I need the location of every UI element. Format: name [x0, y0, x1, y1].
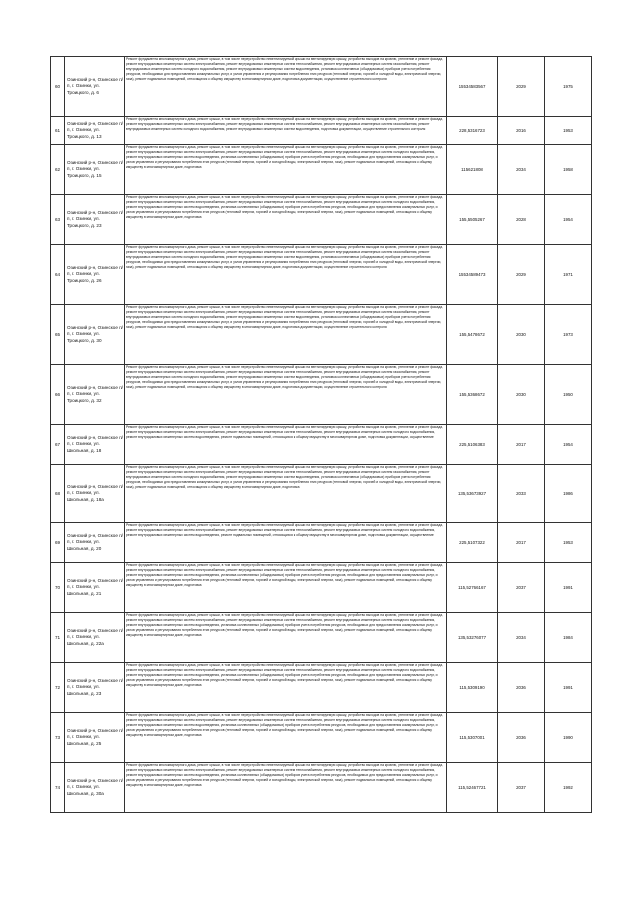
planned-year: 2034	[498, 613, 545, 663]
build-year: 1953	[545, 523, 592, 563]
row-number: 74	[51, 763, 65, 813]
row-number: 70	[51, 563, 65, 613]
table-row	[51, 763, 592, 813]
work-description: Ремонт фундамента многоквартирного дома, ремонт крыши, в том числе переустройство невентилируемой крыши на вентилируемую крышу, устройство выходов на кровлю, утепление и ремонт фасада, ремонт внутридомовых инженерных систем электроснабжения, ремонт внутридомовых инженерных систем теплоснабжения, ремонт внутридомовых инженерных систем холодного водоснабжения, ремонт внутридомовых инженерных систем водоотведения, установка коллективных (общедомовых) приборов учета потребления ресурсов, необходимых для предоставления коммунальных услуг, и узлов управления и регулирования потребления этих ресурсов (тепловой энергии, горячей и холодной воды, электрической энергии, газа), ремонт подвальных помещений, относящихся к общему имуществу в многоквартирном доме, подготовка	[125, 713, 447, 763]
cost-value: 115,52766167	[447, 563, 498, 613]
row-number: 73	[51, 713, 65, 763]
work-description: Ремонт фундамента многоквартирного дома, ремонт крыши, в том числе переустройство невентилируемой крыши на вентилируемую крышу, устройство выходов на кровлю, утепление и ремонт фасада, ремонт внутридомовых инженерных систем электроснабжения, ремонт внутридомовых инженерных систем теплоснабжения, ремонт внутридомовых инженерных систем холодного водоснабжения, ремонт внутридомовых инженерных систем водоотведения, ремонт подвальных помещений, относящихся к общему имуществу в многоквартирном доме, подготовка документации, осуществление	[125, 523, 447, 563]
house-address: Озинский р-н, Озинское п/п, г. Озинки, ул. Троицкого, д. 23	[65, 195, 125, 245]
cost-value: 225,5107322	[447, 523, 498, 563]
house-address: Озинский р-н, Озинское п/п, г. Озинки, ул. Школьная, д. 30а	[65, 763, 125, 813]
cost-value: 135,53673927	[447, 465, 498, 523]
row-number: 65	[51, 305, 65, 365]
build-year: 1986	[545, 465, 592, 523]
planned-year: 2016	[498, 117, 545, 145]
house-address: Озинский р-н, Озинское п/п, г. Озинки, ул. Троицкого, д. 30	[65, 305, 125, 365]
house-address: Озинский р-н, Озинское п/п, г. Озинки, ул. Троицкого, д. 6	[65, 57, 125, 117]
work-description: Ремонт фундамента многоквартирного дома, ремонт крыши, в том числе переустройство невентилируемой крыши на вентилируемую крышу, устройство выходов на кровлю, утепление и ремонт фасада, ремонт внутридомовых инженерных систем электроснабжения, ремонт внутридомовых инженерных систем теплоснабжения, ремонт внутридомовых инженерных систем холодного водоснабжения, ремонт внутридомовых инженерных систем водоотведения, установка коллективных (общедомовых) приборов учета потребления ресурсов, необходимых для предоставления коммунальных услуг, и узлов управления и регулирования потребления этих ресурсов (тепловой энергии, горячей и холодной воды, электрической энергии, газа), ремонт подвальных помещений, относящихся к общему имуществу в многоквартирном доме, подготовка	[125, 195, 447, 245]
cost-value: 115,5309190	[447, 663, 498, 713]
row-number: 68	[51, 465, 65, 523]
build-year: 1990	[545, 713, 592, 763]
work-description: Ремонт фундамента многоквартирного дома, ремонт крыши, в том числе переустройство невентилируемой крыши на вентилируемую крышу, устройство выходов на кровлю, утепление и ремонт фасада, ремонт внутридомовых инженерных систем электроснабжения, ремонт внутридомовых инженерных систем теплоснабжения, ремонт внутридомовых инженерных систем газоснабжения, ремонт внутридомовых инженерных систем холодного водоснабжения, ремонт внутридомовых инженерных систем водоотведения, подготовка документации, осуществление строительного контроля	[125, 117, 447, 145]
cost-value: 115621808	[447, 145, 498, 195]
cost-value: 225,5106383	[447, 425, 498, 465]
build-year: 1991	[545, 563, 592, 613]
work-description: Ремонт фундамента многоквартирного дома, ремонт крыши, в том числе переустройство невентилируемой крыши на вентилируемую крышу, устройство выходов на кровлю, утепление и ремонт фасада, ремонт внутридомовых инженерных систем электроснабжения, ремонт внутридомовых инженерных систем теплоснабжения, ремонт внутридомовых инженерных систем холодного водоснабжения, ремонт внутридомовых инженерных систем водоотведения, установка коллективных (общедомовых) приборов учета потребления ресурсов, необходимых для предоставления коммунальных услуг, и узлов управления и регулирования потребления этих ресурсов (тепловой энергии, горячей и холодной воды, электрической энергии, газа), ремонт подвальных помещений, относящихся к общему имуществу в многоквартирном доме, подготовка	[125, 145, 447, 195]
cost-value: 155,5478672	[447, 305, 498, 365]
cost-value: 155,5505267	[447, 195, 498, 245]
house-address: Озинский р-н, Озинское п/п, г. Озинки, ул. Троицкого, д. 32	[65, 365, 125, 425]
table-row	[51, 613, 592, 663]
build-year: 1984	[545, 613, 592, 663]
row-number: 72	[51, 663, 65, 713]
table-row	[51, 57, 592, 117]
planned-year: 2029	[498, 57, 545, 117]
row-number: 66	[51, 365, 65, 425]
build-year: 1954	[545, 195, 592, 245]
row-number: 71	[51, 613, 65, 663]
row-number: 62	[51, 145, 65, 195]
cost-value: 115,52467721	[447, 763, 498, 813]
build-year: 1958	[545, 145, 592, 195]
work-description: Ремонт фундамента многоквартирного дома, ремонт крыши, в том числе переустройство невентилируемой крыши на вентилируемую крышу, устройство выходов на кровлю, утепление и ремонт фасада, ремонт внутридомовых инженерных систем электроснабжения, ремонт внутридомовых инженерных систем теплоснабжения, ремонт внутридомовых инженерных систем газоснабжения, ремонт внутридомовых инженерных систем холодного водоснабжения, ремонт внутридомовых инженерных систем водоотведения, установка коллективных (общедомовых) приборов учета потребления ресурсов, необходимых для предоставления коммунальных услуг, и узлов управления и регулирования потребления этих ресурсов (тепловой энергии, горячей и холодной воды, электрической энергии, газа), ремонт подвальных помещений, относящихся к общему имуществу в многоквартирном доме, подготовка документации, осуществление строительного контроля	[125, 305, 447, 365]
work-description: Ремонт фундамента многоквартирного дома, ремонт крыши, в том числе переустройство невентилируемой крыши на вентилируемую крышу, устройство выходов на кровлю, утепление и ремонт фасада, ремонт внутридомовых инженерных систем электроснабжения, ремонт внутридомовых инженерных систем теплоснабжения, ремонт внутридомовых инженерных систем холодного водоснабжения, ремонт внутридомовых инженерных систем водоотведения, установка коллективных (общедомовых) приборов учета потребления ресурсов, необходимых для предоставления коммунальных услуг, и узлов управления и регулирования потребления этих ресурсов (тепловой энергии, горячей и холодной воды, электрической энергии, газа), ремонт подвальных помещений, относящихся к общему имуществу в многоквартирном доме, подготовка	[125, 613, 447, 663]
table-row	[51, 245, 592, 305]
cost-value: 155,5368672	[447, 365, 498, 425]
planned-year: 2030	[498, 305, 545, 365]
work-description: Ремонт фундамента многоквартирного дома, ремонт крыши, в том числе переустройство невентилируемой крыши на вентилируемую крышу, устройство выходов на кровлю, утепление и ремонт фасада, ремонт внутридомовых инженерных систем электроснабжения, ремонт внутридомовых инженерных систем теплоснабжения, ремонт внутридомовых инженерных систем газоснабжения, ремонт внутридомовых инженерных систем холодного водоснабжения, ремонт внутридомовых инженерных систем водоотведения, установка коллективных (общедомовых) приборов учета потребления ресурсов, необходимых для предоставления коммунальных услуг, и узлов управления и регулирования потребления этих ресурсов (тепловой энергии, горячей и холодной воды, электрической энергии, газа), ремонт подвальных помещений, относящихся к общему имуществу в многоквартирном доме, подготовка документации, осуществление строительного контроля	[125, 245, 447, 305]
row-number: 61	[51, 117, 65, 145]
house-address: Озинский р-н, Озинское п/п, г. Озинки, ул. Школьная, д. 25	[65, 713, 125, 763]
build-year: 1950	[545, 365, 592, 425]
build-year: 1991	[545, 663, 592, 713]
work-description: Ремонт фундамента многоквартирного дома, ремонт крыши, в том числе переустройство невентилируемой крыши на вентилируемую крышу, устройство выходов на кровлю, утепление и ремонт фасада, ремонт внутридомовых инженерных систем электроснабжения, ремонт внутридомовых инженерных систем теплоснабжения, ремонт внутридомовых инженерных систем газоснабжения, ремонт внутридомовых инженерных систем холодного водоснабжения, ремонт внутридомовых инженерных систем водоотведения, установка коллективных (общедомовых) приборов учета потребления ресурсов, необходимых для предоставления коммунальных услуг, и узлов управления и регулирования потребления этих ресурсов (тепловой энергии, горячей и холодной воды, электрической энергии, газа), ремонт подвальных помещений, относящихся к общему имуществу в многоквартирном доме, подготовка документации, осуществление строительного контроля	[125, 365, 447, 425]
planned-year: 2037	[498, 563, 545, 613]
house-address: Озинский р-н, Озинское п/п, г. Озинки, ул. Троицкого, д. 15	[65, 145, 125, 195]
house-address: Озинский р-н, Озинское п/п, г. Озинки, ул. Школьная, д. 21	[65, 563, 125, 613]
house-address: Озинский р-н, Озинское п/п, г. Озинки, ул. Троицкого, д. 13	[65, 117, 125, 145]
cost-value: 228,5316723	[447, 117, 498, 145]
table-row	[51, 563, 592, 613]
row-number: 63	[51, 195, 65, 245]
planned-year: 2033	[498, 465, 545, 523]
work-description: Ремонт фундамента многоквартирного дома, ремонт крыши, в том числе переустройство невентилируемой крыши на вентилируемую крышу, устройство выходов на кровлю, утепление и ремонт фасада, ремонт внутридомовых инженерных систем электроснабжения, ремонт внутридомовых инженерных систем теплоснабжения, ремонт внутридомовых инженерных систем холодного водоснабжения, ремонт внутридомовых инженерных систем водоотведения, установка коллективных (общедомовых) приборов учета потребления ресурсов, необходимых для предоставления коммунальных услуг, и узлов управления и регулирования потребления этих ресурсов (тепловой энергии, горячей и холодной воды, электрической энергии, газа), ремонт подвальных помещений, относящихся к общему имуществу в многоквартирном доме, подготовка	[125, 563, 447, 613]
work-description: Ремонт фундамента многоквартирного дома, ремонт крыши, в том числе переустройство невентилируемой крыши на вентилируемую крышу, устройство выходов на кровлю, утепление и ремонт фасада, ремонт внутридомовых инженерных систем электроснабжения, ремонт внутридомовых инженерных систем теплоснабжения, ремонт внутридомовых инженерных систем газоснабжения, ремонт внутридомовых инженерных систем холодного водоснабжения, ремонт внутридомовых инженерных систем водоотведения, установка коллективных (общедомовых) приборов учета потребления ресурсов, необходимых для предоставления коммунальных услуг, и узлов управления и регулирования потребления этих ресурсов (тепловой энергии, горячей и холодной воды, электрической энергии, газа), ремонт подвальных помещений, относящихся к общему имуществу в многоквартирном доме, подготовка документации, осуществление строительного контроля	[125, 57, 447, 117]
table-row	[51, 117, 592, 145]
planned-year: 2029	[498, 245, 545, 305]
house-address: Озинский р-н, Озинское п/п, г. Озинки, ул. Троицкого, д. 26	[65, 245, 125, 305]
planned-year: 2037	[498, 763, 545, 813]
table-row	[51, 663, 592, 713]
build-year: 1953	[545, 117, 592, 145]
work-description: Ремонт фундамента многоквартирного дома, ремонт крыши, в том числе переустройство невентилируемой крыши на вентилируемую крышу, устройство выходов на кровлю, утепление и ремонт фасада, ремонт внутридомовых инженерных систем электроснабжения, ремонт внутридомовых инженерных систем теплоснабжения, ремонт внутридомовых инженерных систем холодного водоснабжения, ремонт внутридомовых инженерных систем водоотведения, установка коллективных (общедомовых) приборов учета потребления ресурсов, необходимых для предоставления коммунальных услуг, и узлов управления и регулирования потребления этих ресурсов (тепловой энергии, горячей и холодной воды, электрической энергии, газа), ремонт подвальных помещений, относящихся к общему имуществу в многоквартирном доме, подготовка	[125, 663, 447, 713]
table-body	[51, 57, 592, 813]
table-row	[51, 425, 592, 465]
table-row	[51, 305, 592, 365]
repair-schedule-table	[50, 56, 592, 813]
planned-year: 2036	[498, 663, 545, 713]
cost-value: 115,5307001	[447, 713, 498, 763]
row-number: 67	[51, 425, 65, 465]
work-description: Ремонт фундамента многоквартирного дома, ремонт крыши, в том числе переустройство невентилируемой крыши на вентилируемую крышу, устройство выходов на кровлю, утепление и ремонт фасада, ремонт внутридомовых инженерных систем электроснабжения, ремонт внутридомовых инженерных систем теплоснабжения, ремонт внутридомовых инженерных систем холодного водоснабжения, ремонт внутридомовых инженерных систем водоотведения, ремонт подвальных помещений, относящихся к общему имуществу в многоквартирном доме, подготовка документации, осуществление	[125, 425, 447, 465]
table-row	[51, 465, 592, 523]
planned-year: 2017	[498, 425, 545, 465]
cost-value: 15534589473	[447, 245, 498, 305]
work-description: Ремонт фундамента многоквартирного дома, ремонт крыши, в том числе переустройство невентилируемой крыши на вентилируемую крышу, устройство выходов на кровлю, утепление и ремонт фасада, ремонт внутридомовых инженерных систем электроснабжения, ремонт внутридомовых инженерных систем теплоснабжения, ремонт внутридомовых инженерных систем газоснабжения, ремонт внутридомовых инженерных систем холодного водоснабжения, ремонт внутридомовых инженерных систем водоотведения, установка коллективных (общедомовых) приборов учета потребления ресурсов, необходимых для предоставления коммунальных услуг, и узлов управления и регулирования потребления этих ресурсов (тепловой энергии, горячей и холодной воды, электрической энергии, газа), ремонт подвальных помещений, относящихся к общему имуществу в многоквартирном доме, подготовка	[125, 465, 447, 523]
row-number: 69	[51, 523, 65, 563]
cost-value: 135,53276077	[447, 613, 498, 663]
build-year: 1971	[545, 245, 592, 305]
table-row	[51, 713, 592, 763]
house-address: Озинский р-н, Озинское п/п, г. Озинки, ул. Школьная, д. 18а	[65, 465, 125, 523]
house-address: Озинский р-н, Озинское п/п, г. Озинки, ул. Школьная, д. 23	[65, 663, 125, 713]
table-row	[51, 195, 592, 245]
table-row	[51, 523, 592, 563]
build-year: 1975	[545, 57, 592, 117]
cost-value: 15534583567	[447, 57, 498, 117]
planned-year: 2030	[498, 365, 545, 425]
build-year: 1973	[545, 305, 592, 365]
planned-year: 2028	[498, 195, 545, 245]
planned-year: 2017	[498, 523, 545, 563]
work-description: Ремонт фундамента многоквартирного дома, ремонт крыши, в том числе переустройство невентилируемой крыши на вентилируемую крышу, устройство выходов на кровлю, утепление и ремонт фасада, ремонт внутридомовых инженерных систем электроснабжения, ремонт внутридомовых инженерных систем теплоснабжения, ремонт внутридомовых инженерных систем холодного водоснабжения, ремонт внутридомовых инженерных систем водоотведения, установка коллективных (общедомовых) приборов учета потребления ресурсов, необходимых для предоставления коммунальных услуг, и узлов управления и регулирования потребления этих ресурсов (тепловой энергии, горячей и холодной воды, электрической энергии, газа), ремонт подвальных помещений, относящихся к общему имуществу в многоквартирном доме, подготовка	[125, 763, 447, 813]
house-address: Озинский р-н, Озинское п/п, г. Озинки, ул. Школьная, д. 22а	[65, 613, 125, 663]
row-number: 60	[51, 57, 65, 117]
planned-year: 2034	[498, 145, 545, 195]
build-year: 1992	[545, 763, 592, 813]
row-number: 64	[51, 245, 65, 305]
planned-year: 2036	[498, 713, 545, 763]
build-year: 1954	[545, 425, 592, 465]
table-row	[51, 145, 592, 195]
house-address: Озинский р-н, Озинское п/п, г. Озинки, ул. Школьная, д. 18	[65, 425, 125, 465]
house-address: Озинский р-н, Озинское п/п, г. Озинки, ул. Школьная, д. 20	[65, 523, 125, 563]
table-row	[51, 365, 592, 425]
